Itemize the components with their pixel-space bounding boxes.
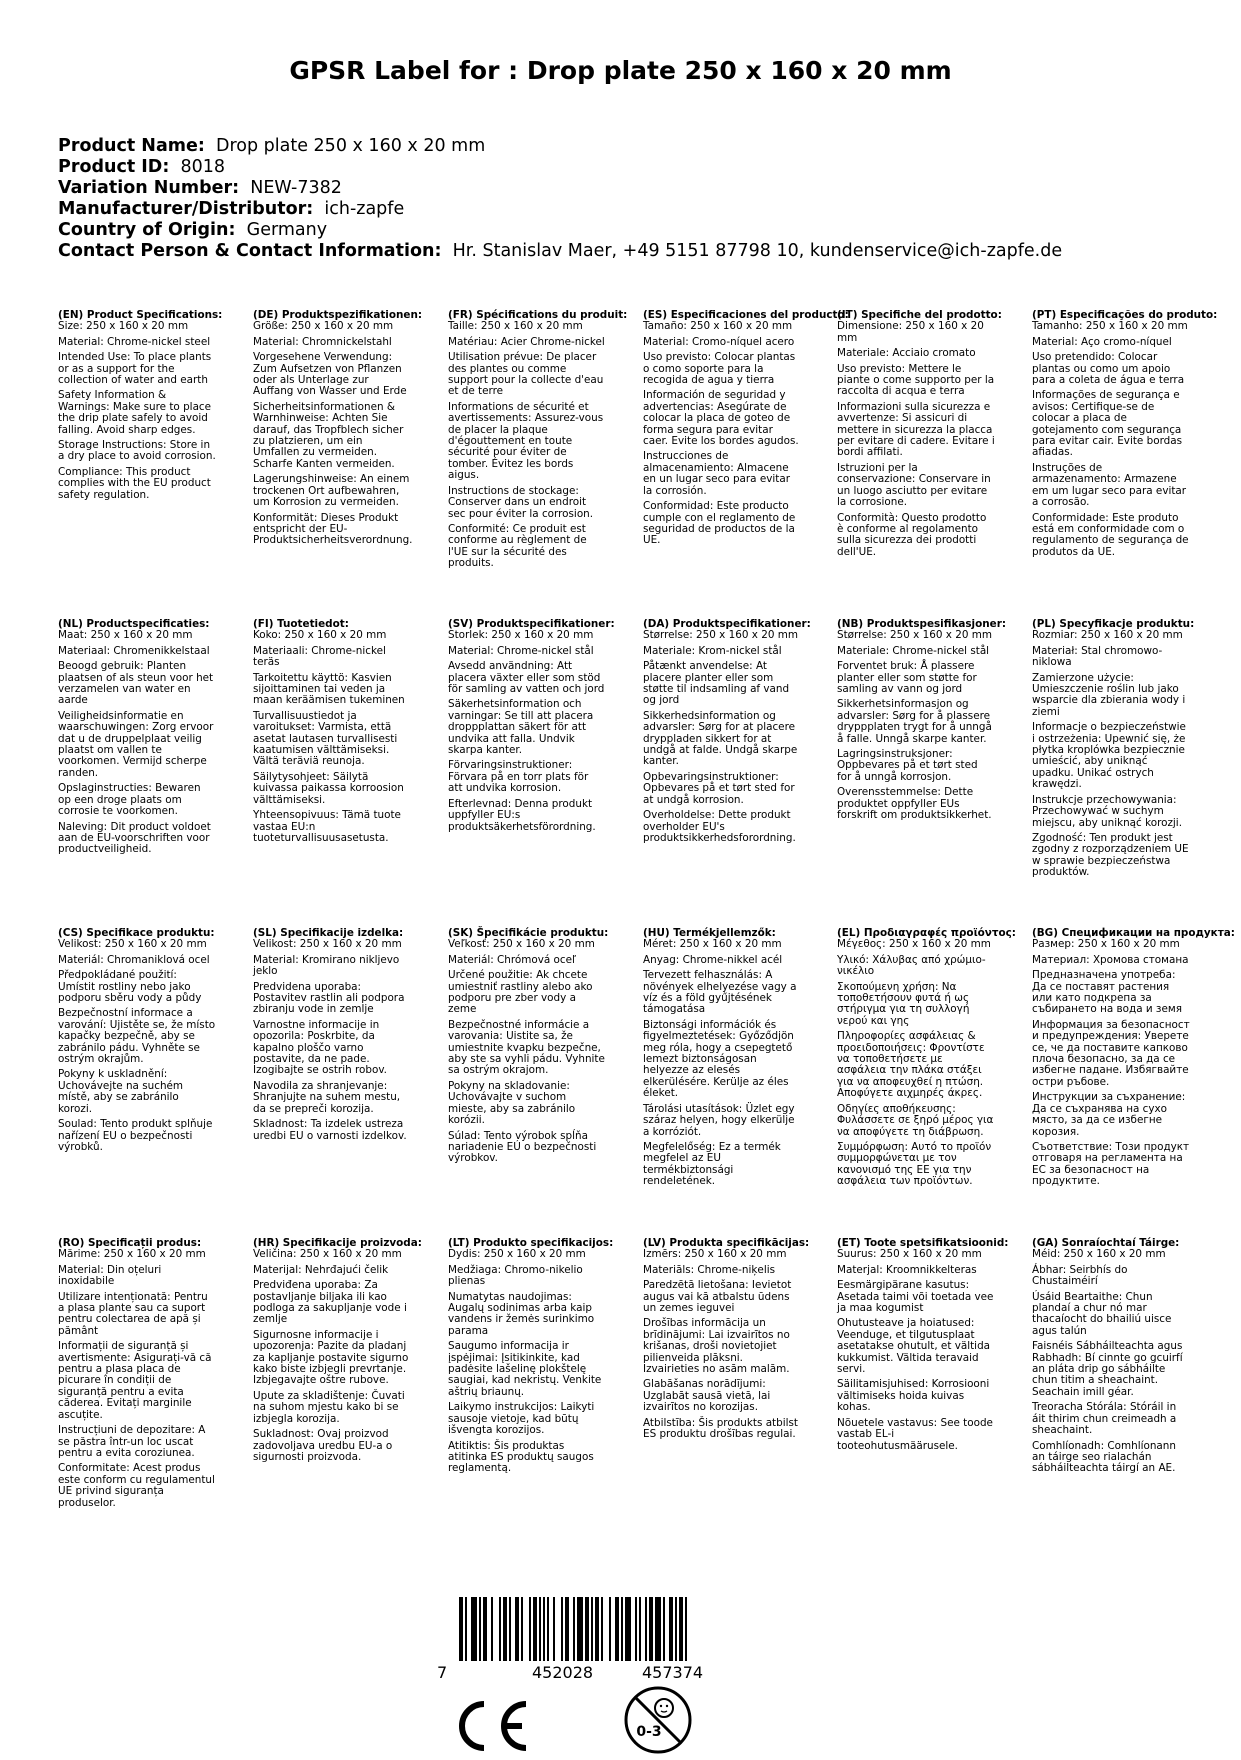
spec-line: Materiał: Stal chromowo-niklowa	[1032, 644, 1163, 669]
barcode-bar	[615, 1597, 619, 1661]
barcode-bar	[509, 1597, 511, 1661]
spec-line: Material: Din oțeluri inoxidabile	[58, 1263, 162, 1288]
spec-block	[448, 1237, 614, 1479]
spec-line: Compliance: This product complies with the EU product safety regulation.	[58, 465, 211, 501]
spec-line: Veiligheidsinformatie en waarschuwingen: Zorg ervoor dat u de druppelplaat veilig plaatst om vallen te voorkomen. Vermijd scherpe randen.	[58, 709, 214, 779]
spec-line: Размер: 250 x 160 x 20 mm	[1032, 938, 1180, 951]
barcode-bar	[679, 1597, 683, 1661]
info-label: Manufacturer/Distributor:	[58, 199, 314, 219]
spec-line: Säilytysohjeet: Säilytä kuivassa paikassa korroosion välttämiseksi.	[253, 770, 404, 806]
spec-line: Materiaal: Chromenikkelstaal	[58, 644, 210, 657]
spec-line: Materiál: Chromaniklová ocel	[58, 953, 210, 966]
spec-line: Инструкции за съхранение: Да се съхранява на сухо място, за да се избегне корозия.	[1032, 1091, 1186, 1138]
spec-line: Dimensione: 250 x 160 x 20 mm	[837, 320, 984, 344]
spec-block	[58, 928, 216, 1157]
spec-line: Varnostne informacije in opozorila: Poskrbite, da kapalno ploščo varno postavite, da ne pade. Izogibajte se ostrih robov.	[253, 1018, 387, 1077]
spec-block	[643, 928, 801, 1192]
spec-block-heading: (NB) Produktspesifikasjoner:	[837, 618, 1006, 630]
spec-line: Uso previsto: Mettere le piante o come supporto per la raccolta di acqua e terra	[837, 362, 995, 398]
spec-block-heading: (EN) Product Specifications:	[58, 309, 223, 321]
info-label: Contact Person & Contact Information:	[58, 241, 442, 261]
product-info	[58, 136, 1062, 262]
spec-line: Upute za skladištenje: Čuvati na suhom mjestu kako bi se izbjegla korozija.	[253, 1389, 405, 1425]
spec-block	[643, 309, 849, 551]
spec-block	[643, 618, 811, 848]
page-title: GPSR Label for : Drop plate 250 x 160 x 20 mm	[289, 56, 952, 85]
spec-line: Mărime: 250 x 160 x 20 mm	[58, 1248, 206, 1261]
spec-line: Conformidade: Este produto está em conformidade com o regulamento de segurança de produtos da UE.	[1032, 511, 1189, 558]
spec-line: Predviđena uporaba: Za postavljanje biljaka ili kao podloga za sakupljanje vode i zemlje	[253, 1279, 407, 1326]
spec-line: Materijal: Nehrđajući čelik	[253, 1263, 389, 1276]
spec-line: Megfelelőség: Ez a termék megfelel az EU termékbiztonsági rendeletének.	[643, 1140, 781, 1188]
spec-line: Nõuetele vastavus: See toode vastab EL-i tooteohutusmäärusele.	[837, 1416, 993, 1452]
spec-block-heading: (SV) Produktspecifikationer:	[448, 618, 615, 630]
barcode-bar	[601, 1597, 603, 1661]
ce-mark-svg	[450, 1700, 532, 1752]
spec-line: Treoracha Stórála: Stóráil in áit thirim chun creimeadh a sheachaint.	[1032, 1401, 1177, 1437]
spec-block-heading: (FR) Spécifications du produit:	[448, 309, 628, 321]
spec-block-heading: (EL) Προδιαγραφές προϊόντος:	[837, 927, 1016, 939]
spec-block	[837, 618, 1006, 826]
barcode-bar	[465, 1597, 467, 1661]
spec-block-heading: (PL) Specyfikacje produktu:	[1032, 618, 1195, 630]
spec-line: Avsedd användning: Att placera växter eller som stöd för samling av vatten och jord	[448, 660, 605, 696]
spec-line: Velikost: 250 x 160 x 20 mm	[58, 938, 207, 951]
spec-line: Opbevaringsinstruktioner: Opbevares på et tørt sted for at undgå korrosion.	[643, 770, 795, 806]
spec-block	[1032, 309, 1218, 562]
spec-line: Pokyny na skladovanie: Uchovávajte v suchom mieste, aby sa zabránilo korózii.	[448, 1079, 576, 1127]
spec-line: Glabāšanas norādījumi: Uzglabāt sausā vietā, lai izvairītos no korozijas.	[643, 1378, 771, 1414]
spec-block-heading: (FI) Tuotetiedot:	[253, 618, 349, 630]
spec-line: Forventet bruk: Å plassere planter eller som støtte for samling av vann og jord	[837, 660, 977, 696]
barcode-bar	[479, 1597, 481, 1661]
spec-line: Material: Cromo-níquel acero	[643, 335, 795, 348]
spec-line: Påtænkt anvendelse: At placere planter eller som støtte til indsamling af vand og jord	[643, 660, 790, 707]
barcode-bar	[577, 1597, 583, 1661]
spec-line: Materiál: Chrómová oceľ	[448, 953, 576, 966]
spec-block-heading: (SL) Specifikacije izdelka:	[253, 927, 404, 939]
spec-line: Dydis: 250 x 160 x 20 mm	[448, 1248, 586, 1261]
barcode-bar	[533, 1597, 537, 1661]
spec-line: Säkerhetsinformation och varningar: Se till att placera droppplattan säkert för att undvika att falla. Undvik skarpa kanter.	[448, 698, 594, 757]
spec-line: Efterlevnad: Denna produkt uppfyller EU:s produktsäkerhetsförordning.	[448, 797, 596, 833]
spec-line: Atitiktis: Šis produktas atitinka ES produktų saugos reglamentą.	[448, 1439, 594, 1475]
barcode-bar	[529, 1597, 531, 1661]
spec-block	[1032, 927, 1235, 1192]
spec-line: Tervezett felhasználás: A növények elhelyezése vagy a víz és a föld gyűjtésének támogatása	[643, 969, 797, 1016]
spec-line: Saugumo informacija ir įspėjimai: Įsitikinkite, kad padėsite lašelinę plokštelę saugiai, kad nekristų. Venkite aštrių briaunų.	[448, 1340, 602, 1398]
spec-line: Úsáid Beartaithe: Chun plandaí a chur nó mar thacaíocht do bhailiú uisce agus talún	[1032, 1290, 1172, 1337]
spec-block-heading: (HR) Specifikacije proizvoda:	[253, 1237, 422, 1249]
spec-line: Veľkosť: 250 x 160 x 20 mm	[448, 938, 595, 951]
spec-line: Méret: 250 x 160 x 20 mm	[643, 938, 782, 951]
spec-line: Rozmiar: 250 x 160 x 20 mm	[1032, 629, 1183, 642]
spec-line: Biztonsági információk és figyelmeztetések: Győződjön meg róla, hogy a csepegtető lemezt biztonságosan helyezze az elesés elkerülésére. Kerülje az éles éleket.	[643, 1018, 794, 1100]
barcode-bar	[685, 1597, 687, 1661]
barcode-bar	[573, 1597, 575, 1661]
spec-line: Μέγεθος: 250 x 160 x 20 mm	[837, 938, 991, 951]
spec-line: Säilitamisjuhised: Korrosiooni vältimiseks hoida kuivas kohas.	[837, 1378, 990, 1414]
spec-block	[837, 309, 1002, 562]
spec-block	[253, 619, 411, 848]
spec-line: Naleving: Dit product voldoet aan de EU-voorschriften voor productveiligheid.	[58, 820, 211, 856]
spec-line: Οδηγίες αποθήκευσης: Φυλάσσετε σε ξηρό μέρος για να αποφύγετε τη διάβρωση.	[837, 1102, 994, 1138]
spec-line: Sicherheitsinformationen & Warnhinweise: Achten Sie darauf, das Tropfblech sicher zu platzieren, um ein Umfallen zu vermeiden. Scharfe Kanten vermeiden.	[253, 400, 404, 470]
barcode-bar	[675, 1597, 677, 1661]
spec-line: Eesmärgipärane kasutus: Asetada taimi või toetada vee ja maa kogumist	[837, 1279, 994, 1315]
age-warning-text: 0-3	[636, 1724, 662, 1740]
barcode-bar	[547, 1597, 549, 1661]
spec-line: Предназначена употреба: Да се поставят растения или като подкрепа за събирането на вода и земя	[1032, 969, 1182, 1016]
spec-line: Sukladnost: Ovaj proizvod zadovoljava uredbu EU-a o sigurnosti proizvoda.	[253, 1428, 393, 1463]
spec-block	[837, 1237, 1009, 1456]
spec-line: Soulad: Tento produkt splňuje nařízení EU o bezpečnosti výrobků.	[58, 1118, 213, 1153]
spec-line: Maat: 250 x 160 x 20 mm	[58, 629, 193, 642]
spec-line: Størrelse: 250 x 160 x 20 mm	[837, 629, 992, 642]
spec-line: Matériau: Acier Chrome-nickel	[448, 335, 605, 348]
spec-line: Intended Use: To place plants or as a support for the collection of water and earth	[58, 351, 212, 387]
spec-line: Zgodność: Ten produkt jest zgodny z rozporządzeniem UE w sprawie bezpieczeństwa produktów.	[1032, 831, 1189, 879]
spec-line: Storlek: 250 x 160 x 20 mm	[448, 629, 594, 642]
spec-line: Ábhar: Seirbhís do Chustaiméirí	[1032, 1263, 1128, 1288]
spec-line: Informations de sécurité et avertissements: Assurez-vous de placer la plaque d'égouttement en toute sécurité pour éviter de tomber. Évitez les bords aigus.	[448, 400, 604, 482]
spec-line: Størrelse: 250 x 160 x 20 mm	[643, 629, 798, 642]
spec-line: Velikost: 250 x 160 x 20 mm	[253, 938, 402, 951]
spec-line: Förvaringsinstruktioner: Förvara på en torr plats för att undvika korrosion.	[448, 759, 589, 795]
info-value: NEW-7382	[250, 178, 342, 198]
spec-line: Size: 250 x 160 x 20 mm	[58, 320, 189, 333]
barcode-bar	[625, 1597, 631, 1661]
spec-line: Drošības informācija un brīdinājumi: Lai izvairītos no krišanas, droši novietojiet pilienveida plāksni. Izvairieties no asām malām.	[643, 1317, 790, 1376]
barcode-bar	[585, 1597, 589, 1661]
barcode-bar	[483, 1597, 487, 1661]
barcode-bar	[503, 1597, 507, 1661]
spec-line: Материал: Хромова стомана	[1032, 953, 1189, 966]
spec-line: Faisnéis Sábháilteachta agus Rabhadh: Bí cinnte go gcuirfí an pláta drip go sábháilte chun titim a sheachaint. Seachain imill géar.	[1032, 1340, 1183, 1398]
spec-line: Bezpečnostní informace a varování: Ujistěte se, že místo kapačky bezpečně, aby se zabránilo pádu. Vyhněte se ostrým okrajům.	[58, 1007, 216, 1066]
spec-line: Veličina: 250 x 160 x 20 mm	[253, 1248, 402, 1261]
spec-line: Turvallisuustiedot ja varoitukset: Varmista, että asetat lautasen turvallisesti kaatumisen välttämiseksi. Vältä teräviä reunoja.	[253, 709, 398, 768]
spec-line: Sigurnosne informacije i upozorenja: Pazite da pladanj za kapljanje postavite sigurno kako biste izbjegli prevrtanje. Izbjegavajte oštre rubove.	[253, 1328, 409, 1387]
spec-line: Utilizare intenționată: Pentru a plasa plante sau ca suport pentru colectarea de apă și pământ	[58, 1290, 208, 1337]
spec-line: Súlad: Tento výrobok spĺňa nariadenie EÚ o bezpečnosti výrobkov.	[448, 1129, 597, 1165]
spec-line: Tamanho: 250 x 160 x 20 mm	[1032, 320, 1188, 333]
barcode-bar	[591, 1597, 593, 1661]
spec-block-heading: (ES) Especificaciones del producto:	[643, 309, 849, 321]
spec-line: Lagerungshinweise: An einem trockenen Ort aufbewahren, um Korrosion zu vermeiden.	[253, 473, 410, 509]
spec-line: Koko: 250 x 160 x 20 mm	[253, 629, 387, 642]
spec-line: Materiale: Krom-nickel stål	[643, 644, 782, 657]
barcode-bar	[499, 1597, 501, 1661]
spec-line: Informații de siguranță și avertismente: Asigurați-vă că pentru a plasa placa de picurare în condiții de siguranță pentru a evita căderea. Evitați marginile ascuțite.	[58, 1340, 212, 1421]
spec-block	[448, 618, 615, 837]
spec-line: Material: Aço cromo-níquel	[1032, 335, 1172, 348]
spec-line: Instrukcje przechowywania: Przechowywać w suchym miejscu, aby uniknąć korozji.	[1032, 793, 1182, 829]
info-value: Hr. Stanislav Maer, +49 5151 87798 10, kundenservice@ich-zapfe.de	[452, 241, 1063, 261]
spec-block-heading: (LV) Produkta specifikācijas:	[643, 1237, 810, 1249]
spec-line: Yhteensopivuus: Tämä tuote vastaa EU:n tuoteturvallisuusasetusta.	[253, 809, 401, 844]
spec-line: Conformitate: Acest produs este conform cu regulamentul UE privind siguranța produselor.	[58, 1462, 215, 1509]
barcode-bar	[669, 1597, 673, 1661]
spec-line: Uso pretendido: Colocar plantas ou como um apoio para a coleta de água e terra	[1032, 351, 1185, 387]
spec-line: Beoogd gebruik: Planten plaatsen of als steun voor het verzamelen van water en aarde	[58, 660, 214, 707]
spec-line: Istruzioni per la conservazione: Conservare in un luogo asciutto per evitare la corrosione.	[837, 461, 991, 509]
info-label: Variation Number:	[58, 178, 240, 198]
spec-line: Lagringsinstruksjoner: Oppbevares på et tørt sted for å unngå korrosjon.	[837, 748, 978, 783]
spec-line: Navodila za shranjevanje: Shranjujte na suhem mestu, da se prepreči korozija.	[253, 1079, 401, 1115]
barcode-bar	[515, 1597, 519, 1661]
age-warning-svg	[622, 1684, 694, 1756]
barcode-bar	[471, 1597, 477, 1661]
spec-line: Atbilstība: Šis produkts atbilst ES produktu drošības regulai.	[643, 1416, 798, 1441]
spec-line: Medžiaga: Chromo-nikelio plienas	[448, 1263, 583, 1288]
spec-line: Conformidad: Este producto cumple con el reglamento de seguridad de productos de la UE.	[643, 500, 796, 547]
spec-line: Materiale: Chrome-nickel stål	[837, 644, 990, 657]
spec-line: Συμμόρφωση: Αυτό το προϊόν συμμορφώνεται με τον κανονισμό της ΕΕ για την ασφάλεια των προϊόντων.	[837, 1140, 992, 1188]
spec-line: Pokyny k uskladnění: Uchovávejte na suchém místě, aby se zabránilo korozi.	[58, 1068, 184, 1115]
spec-line: Skladnost: Ta izdelek ustreza uredbi EU o varnosti izdelkov.	[253, 1118, 407, 1142]
spec-line: Größe: 250 x 160 x 20 mm	[253, 320, 394, 333]
barcode-digits-right: 457374	[642, 1663, 704, 1682]
info-contact	[58, 241, 1062, 262]
barcode-digits-left: 452028	[532, 1663, 594, 1682]
barcode-bar	[621, 1597, 623, 1661]
spec-line: Съответствие: Този продукт отговаря на регламента на ЕС за безопасност на продуктите.	[1032, 1140, 1190, 1188]
spec-block-heading: (CS) Specifikace produktu:	[58, 927, 215, 939]
spec-block-heading: (NL) Productspecificaties:	[58, 618, 210, 630]
info-value: Germany	[246, 220, 328, 240]
spec-line: Izmērs: 250 x 160 x 20 mm	[643, 1248, 787, 1261]
spec-block	[643, 1237, 810, 1445]
spec-line: Υλικό: Χάλυβας από χρώμιο-νικέλιο	[837, 953, 986, 978]
spec-block-heading: (GA) Sonraíochtaí Táirge:	[1032, 1237, 1180, 1249]
info-label: Product ID:	[58, 157, 170, 177]
spec-line: Materjal: Kroomnikkelteras	[837, 1263, 977, 1276]
spec-line: Numatytas naudojimas: Augalų sodinimas arba kaip vandens ir žemės surinkimo parama	[448, 1290, 595, 1337]
spec-line: Material: Chrome-nickel stål	[448, 644, 594, 657]
barcode-bar	[561, 1597, 563, 1661]
spec-block-heading: (DE) Produktspezifikationen:	[253, 309, 422, 321]
spec-line: Tarkoitettu käyttö: Kasvien sijoittaminen tai veden ja maan keräämisen tukeminen	[253, 671, 405, 707]
spec-line: Información de seguridad y advertencias: Asegúrate de colocar la placa de goteo de forma segura para evitar caer. Evite los bordes agudos.	[643, 389, 799, 448]
info-country	[58, 220, 1062, 241]
barcode-bar	[565, 1597, 569, 1661]
info-value: Drop plate 250 x 160 x 20 mm	[216, 136, 486, 156]
spec-line: Conformité: Ce produit est conforme au règlement de l'UE sur la sécurité des produits.	[448, 522, 587, 570]
spec-block	[253, 1237, 422, 1467]
spec-line: Konformität: Dieses Produkt entspricht der EU-Produktsicherheitsverordnung.	[253, 511, 413, 547]
barcode-bar	[649, 1597, 653, 1661]
spec-line: Taille: 250 x 160 x 20 mm	[448, 320, 583, 333]
spec-block-heading: (HU) Termékjellemzők:	[643, 927, 776, 939]
info-label: Country of Origin:	[58, 220, 236, 240]
spec-line: Sikkerhetsinformasjon og advarsler: Sørg for å plassere dryppplaten trygt for å unngå å falle. Unngå skarpe kanter.	[837, 698, 992, 745]
barcode-bar	[663, 1597, 665, 1661]
info-variation-number	[58, 178, 1062, 199]
spec-line: Overensstemmelse: Dette produktet oppfyller EUs forskrift om produktsikkerhet.	[837, 786, 992, 822]
spec-line: Πληροφορίες ασφάλειας & προειδοποιήσεις: Φροντίστε να τοποθετήσετε με ασφάλεια την πλάκα στάξει για να αποφευχθεί η πτώση. Αποφύγετε αιχμηρές άκρες.	[837, 1030, 985, 1100]
spec-line: Utilisation prévue: De placer des plantes ou comme support pour la collecte d'eau et de terre	[448, 351, 604, 398]
spec-line: Zamierzone użycie: Umieszczenie roślin lub jako wsparcie dla zbierania wody i ziemi	[1032, 671, 1186, 718]
barcode-bar	[459, 1597, 463, 1661]
info-value: 8018	[180, 157, 226, 177]
spec-block-heading: (IT) Specifiche del prodotto:	[837, 309, 1002, 321]
barcode	[437, 1597, 747, 1687]
spec-block-heading: (PT) Especificações do produto:	[1032, 309, 1218, 321]
spec-block-heading: (ET) Toote spetsifikatsioonid:	[837, 1237, 1009, 1249]
spec-line: Instructions de stockage: Conserver dans un endroit sec pour éviter la corrosion.	[448, 484, 594, 520]
spec-line: Instrucțiuni de depozitare: A se păstra într-un loc uscat pentru a evita coroziunea.	[58, 1424, 206, 1459]
spec-line: Material: Chrome-nickel steel	[58, 335, 211, 348]
spec-line: Anyag: Chrome-nikkel acél	[643, 953, 783, 966]
spec-block	[58, 309, 223, 505]
spec-line: Conformità: Questo prodotto è conforme al regolamento sulla sicurezza dei prodotti dell'UE.	[837, 511, 987, 558]
spec-line: Paredzētā lietošana: Ievietot augus vai kā atbalstu ūdens un zemes ieguvei	[643, 1279, 792, 1315]
spec-line: Predvidena uporaba: Postavitev rastlin ali podpora zbiranju vode in zemlje	[253, 980, 405, 1016]
spec-line: Instruções de armazenamento: Armazene em um lugar seco para evitar a corrosão.	[1032, 461, 1187, 509]
spec-line: Ohutusteave ja hoiatused: Veenduge, et tilgutusplaat asetatakse ohutult, et vältida kukkumist. Vältida teravaid servi.	[837, 1317, 991, 1376]
info-product-name	[58, 136, 1062, 157]
barcode-bar	[521, 1597, 523, 1661]
spec-line: Informações de segurança e avisos: Certifique-se de colocar a placa de gotejamento com segurança para evitar cair. Evite bordas afiadas.	[1032, 389, 1183, 459]
spec-line: Bezpečnostné informácie a varovania: Uistite sa, že umiestnite kvapku bezpečne, aby ste sa vyhli pádu. Vyhnite sa ostrým okrajom.	[448, 1018, 605, 1077]
spec-line: Informazioni sulla sicurezza e avvertenze: Si assicuri di mettere in sicurezza la placca per evitare di cadere. Evitare i bordi affilati.	[837, 400, 995, 459]
spec-line: Materiaali: Chrome-nickel teräs	[253, 644, 386, 669]
info-label: Product Name:	[58, 136, 205, 156]
spec-line: Safety Information & Warnings: Make sure to place the drip plate safely to avoid falling. Avoid sharp edges.	[58, 389, 212, 436]
spec-block-heading: (DA) Produktspecifikationer:	[643, 618, 811, 630]
spec-line: Tamaño: 250 x 160 x 20 mm	[643, 320, 793, 333]
info-product-id	[58, 157, 1062, 178]
spec-block	[1032, 618, 1195, 883]
info-value: ich-zapfe	[324, 199, 405, 219]
spec-line: Storage Instructions: Store in a dry place to avoid corrosion.	[58, 439, 216, 463]
spec-line: Materiāls: Chrome-niķelis	[643, 1263, 776, 1276]
age-warning-icon	[622, 1684, 694, 1756]
spec-line: Opslaginstructies: Bewaren op een droge plaats om corrosie te voorkomen.	[58, 782, 201, 818]
spec-line: Информация за безопасност и предупреждения: Уверете се, че да поставите капково плоча безопасно, за да се избегне падане. Избягвайте остри ръбове.	[1032, 1018, 1190, 1088]
barcode-bar	[553, 1597, 555, 1661]
spec-block-heading: (SK) Špecifikácie produktu:	[448, 927, 609, 939]
spec-line: Materiale: Acciaio cromato	[837, 347, 976, 360]
barcode-bar	[655, 1597, 661, 1661]
barcode-bar	[595, 1597, 599, 1661]
spec-line: Material: Kromirano nikljevo jeklo	[253, 953, 400, 978]
barcode-digit-first: 7	[437, 1663, 448, 1682]
barcode-bars	[437, 1597, 747, 1663]
spec-block	[448, 927, 609, 1169]
spec-line: Méid: 250 x 160 x 20 mm	[1032, 1248, 1166, 1261]
spec-block	[837, 927, 1016, 1192]
barcode-bar	[539, 1597, 541, 1661]
spec-line: Instrucciones de almacenamiento: Almacene en un lugar seco para evitar la corrosión.	[643, 450, 790, 497]
spec-line: Předpokládané použití: Umístit rostliny nebo jako podporu sběru vody a půdy	[58, 969, 202, 1005]
spec-line: Sikkerhedsinformation og advarsler: Sørg for at placere dryppladen sikkert for at undgå at falde. Undgå skarpe kanter.	[643, 709, 798, 768]
spec-line: Suurus: 250 x 160 x 20 mm	[837, 1248, 982, 1261]
spec-block	[1032, 1238, 1190, 1479]
barcode-bar	[491, 1597, 493, 1661]
spec-line: Laikymo instrukcijos: Laikyti sausoje vietoje, kad būtų išvengta korozijos.	[448, 1401, 595, 1437]
ce-mark-icon	[450, 1700, 532, 1752]
barcode-bar	[543, 1597, 545, 1661]
barcode-bar	[609, 1597, 611, 1661]
spec-line: Určené použitie: Ak chcete umiestniť rastliny alebo ako podporu pre zber vody a zeme	[448, 969, 593, 1016]
spec-line: Vorgesehene Verwendung: Zum Aufsetzen von Pflanzen oder als Unterlage zur Auffang von Wasser und Erde	[253, 351, 407, 398]
spec-block	[58, 1238, 216, 1513]
spec-block-heading: (RO) Specificații produs:	[58, 1237, 202, 1249]
spec-line: Tárolási utasítások: Üzlet egy száraz helyen, hogy elkerülje a korróziót.	[643, 1102, 795, 1138]
spec-block	[253, 928, 411, 1146]
spec-block-heading: (BG) Спецификации на продукта:	[1032, 927, 1235, 939]
spec-line: Comhlíonadh: Comhlíonann an táirge seo rialachán sábháilteachta táirgí an AE.	[1032, 1439, 1176, 1475]
spec-line: Material: Chromnickelstahl	[253, 335, 392, 348]
barcode-bar	[635, 1597, 637, 1661]
spec-block	[448, 309, 628, 574]
info-manufacturer	[58, 199, 1062, 220]
spec-block-heading: (LT) Produkto specifikacijos:	[448, 1237, 614, 1249]
barcode-bar	[645, 1597, 647, 1661]
spec-line: Σκοπούμενη χρήση: Να τοποθετήσουν φυτά ή ως στήριγμα για τη συλλογή νερού και γης	[837, 980, 970, 1027]
spec-block	[253, 309, 422, 551]
barcode-bar	[639, 1597, 641, 1661]
spec-line: Overholdelse: Dette produkt overholder EU's produktsikkerhedsforordning.	[643, 809, 796, 844]
spec-line: Informacje o bezpieczeństwie i ostrzeżenia: Upewnić się, że płytka kroplówka bezpiecznie umieścić, aby uniknąć upadku. Unikać ostrych krawędzi.	[1032, 721, 1186, 791]
spec-block	[58, 619, 216, 860]
spec-line: Uso previsto: Colocar plantas o como soporte para la recogida de agua y tierra	[643, 351, 796, 387]
